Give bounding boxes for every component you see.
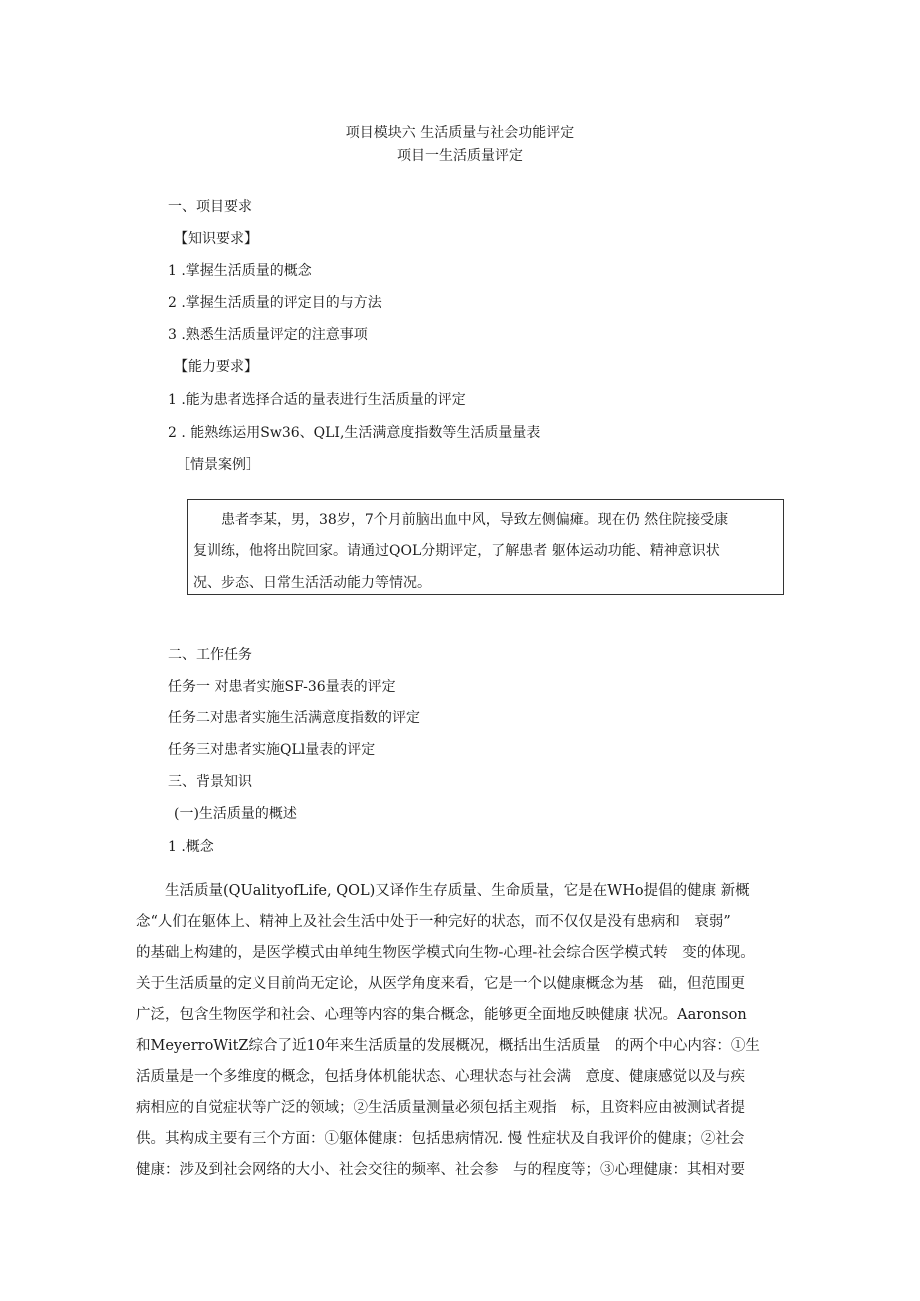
paragraph-line: 的基础上构建的，是医学模式由单纯生物医学模式向生物-心理-社会综合医学模式转 变的体现。: [136, 945, 755, 961]
knowledge-label: 【知识要求】: [174, 231, 258, 247]
paragraph-line: 供。其构成主要有三个方面：①躯体健康：包括患病情况. 慢 性症状及自我评价的健康；②社会: [136, 1131, 745, 1147]
ability-item: 1 .能为患者选择合适的量表进行生活质量的评定: [168, 392, 466, 408]
case-label: ［情景案例］: [176, 457, 260, 473]
paragraph-line: 广泛，包含生物医学和社会、心理等内容的集合概念，能够更全面地反映健康 状况。Aaronson: [136, 1007, 747, 1023]
task-item: 任务二对患者实施生活满意度指数的评定: [168, 710, 420, 726]
paragraph-line: 健康：涉及到社会网络的大小、社会交往的频率、社会参 与的程度等；③心理健康：其相对要: [136, 1162, 745, 1178]
knowledge-item: 2 .掌握生活质量的评定目的与方法: [168, 295, 382, 311]
section-heading-tasks: 二、工作任务: [168, 647, 252, 663]
case-text-line: 复训练，他将出院回家。请通过QOL分期评定，了解患者 躯体运动功能、精神意识状: [193, 543, 720, 559]
section-heading-requirements: 一、项目要求: [168, 199, 252, 215]
paragraph-line: 活质量是一个多维度的概念，包括身体机能状态、心理状态与社会满 意度、健康感觉以及与疾: [136, 1069, 745, 1085]
case-text-line: 况、步态、日常生活活动能力等情况。: [193, 575, 431, 591]
paragraph-line: 和MeyerroWitZ综合了近10年来生活质量的发展概况，概括出生活质量 的两个中心内容：①生: [136, 1038, 760, 1054]
task-item: 任务一 对患者实施SF-36量表的评定: [168, 679, 396, 695]
concept-label: 1 .概念: [168, 839, 214, 855]
paragraph-line: 生活质量(QUalityofLife, QOL)又译作生存质量、生命质量，它是在WHo提倡的健康 新概: [136, 883, 750, 899]
project-title: 项目一生活质量评定: [397, 148, 523, 164]
section-heading-background: 三、背景知识: [168, 774, 252, 790]
task-item: 任务三对患者实施QLl量表的评定: [168, 742, 376, 758]
paragraph-line: 关于生活质量的定义目前尚无定论，从医学角度来看，它是一个以健康概念为基 础，但范围更: [136, 976, 745, 992]
knowledge-item: 3 .熟悉生活质量评定的注意事项: [168, 327, 368, 343]
case-box: [187, 499, 784, 595]
paragraph-line: 念“人们在躯体上、精神上及社会生活中处于一种完好的状态，而不仅仅是没有患病和 衰弱”: [136, 914, 731, 930]
paragraph-line: 病相应的自觉症状等广泛的领域；②生活质量测量必须包括主观指 标，且资料应由被测试者提: [136, 1100, 745, 1116]
subheading-overview: (一)生活质量的概述: [174, 806, 297, 822]
ability-label: 【能力要求】: [174, 359, 258, 375]
module-title: 项目模块六 生活质量与社会功能评定: [345, 125, 575, 141]
ability-item: 2 . 能熟练运用Sw36、QLI,生活满意度指数等生活质量量表: [168, 425, 541, 441]
case-text-line: 患者李某，男，38岁，7个月前脑出血中风，导致左侧偏瘫。现在仍 然住院接受康: [193, 512, 729, 528]
knowledge-item: 1 .掌握生活质量的概念: [168, 263, 312, 279]
